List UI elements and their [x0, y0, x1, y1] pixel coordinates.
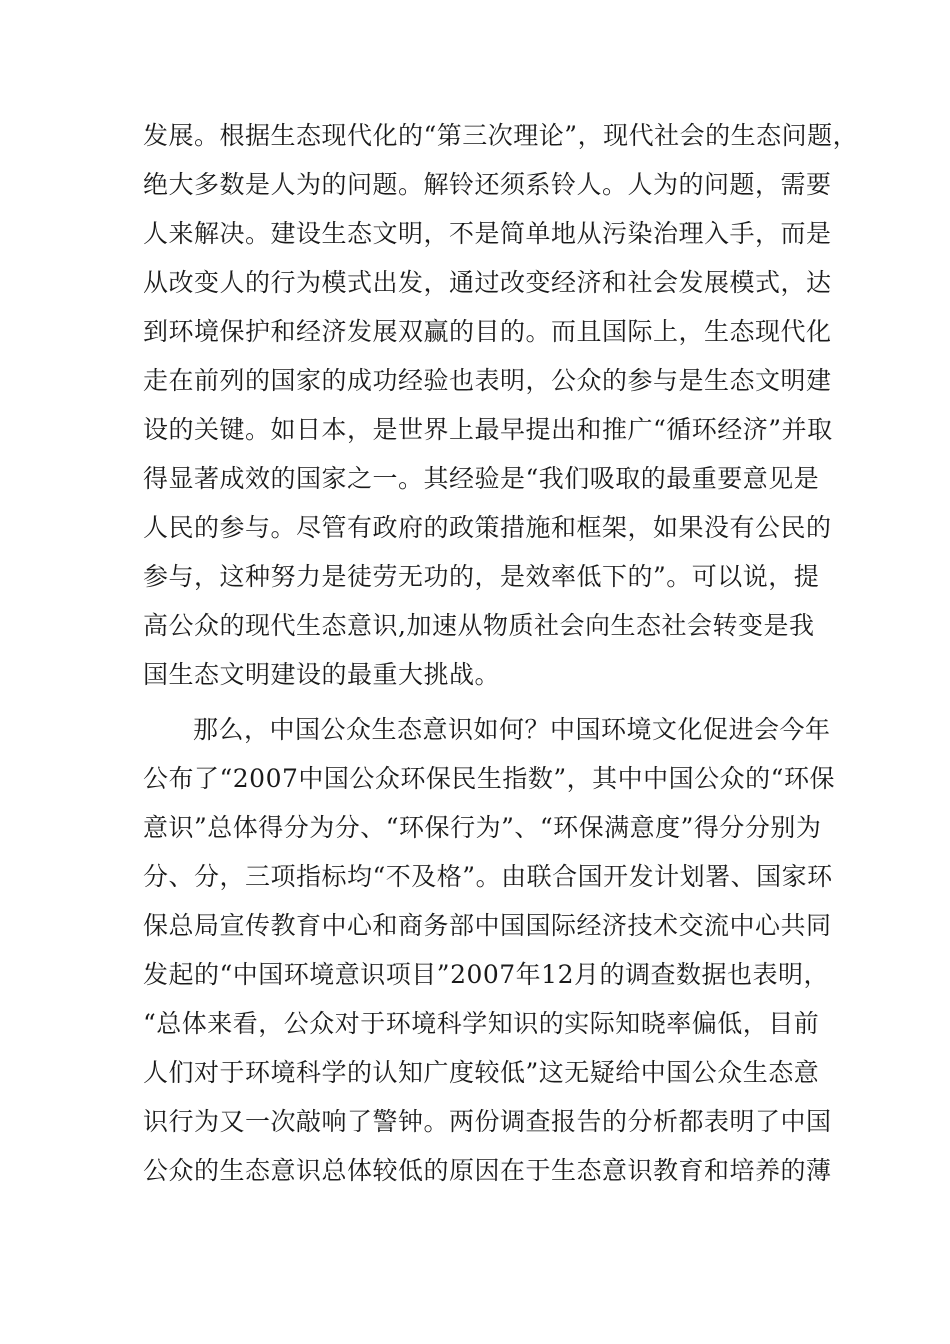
paragraph-first-line: 那么，中国公众生态意识如何？中国环境文化促进会今年: [193, 715, 831, 744]
text-line: 发起的“中国环境意识项目”2007年12月的调查数据也表明，: [143, 960, 829, 989]
text-line: 保总局宣传教育中心和商务部中国国际经济技术交流中心共同: [143, 911, 832, 940]
text-line: 人来解决。建设生态文明，不是简单地从污染治理入手，而是: [143, 219, 832, 248]
text-line: 人民的参与。尽管有政府的政策措施和框架，如果没有公民的: [143, 513, 832, 542]
text-line: 识行为又一次敲响了警钟。两份调查报告的分析都表明了中国: [143, 1107, 832, 1136]
text-line: 走在前列的国家的成功经验也表明，公众的参与是生态文明建: [143, 366, 832, 395]
text-line: 得显著成效的国家之一。其经验是“我们吸取的最重要意见是: [143, 464, 820, 493]
text-line: 意识”总体得分为分、“环保行为”、“环保满意度”得分分别为: [143, 813, 822, 842]
text-line: 高公众的现代生态意识,加速从物质社会向生态社会转变是我: [143, 611, 815, 640]
text-line: 分、分，三项指标均“不及格”。由联合国开发计划署、国家环: [143, 862, 833, 891]
text-line: 参与，这种努力是徒劳无功的，是效率低下的”。可以说，提: [143, 562, 820, 591]
text-line: 人们对于环境科学的认知广度较低”这无疑给中国公众生态意: [143, 1058, 820, 1087]
text-line: “总体来看，公众对于环境科学知识的实际知晓率偏低，目前: [143, 1009, 820, 1038]
text-line: 发展。根据生态现代化的“第三次理论”，现代社会的生态问题，: [143, 121, 859, 150]
text-line: 公布了“2007中国公众环保民生指数”，其中中国公众的“环保: [143, 764, 835, 793]
text-line: 公众的生态意识总体较低的原因在于生态意识教育和培养的薄: [143, 1156, 832, 1185]
text-line: 国生态文明建设的最重大挑战。: [143, 660, 501, 689]
text-line: 绝大多数是人为的问题。解铃还须系铃人。人为的问题，需要: [143, 170, 832, 199]
text-line: 设的关键。如日本，是世界上最早提出和推广“循环经济”并取: [143, 415, 833, 444]
text-line: 从改变人的行为模式出发，通过改变经济和社会发展模式，达: [143, 268, 832, 297]
text-line: 到环境保护和经济发展双赢的目的。而且国际上，生态现代化: [143, 317, 832, 346]
